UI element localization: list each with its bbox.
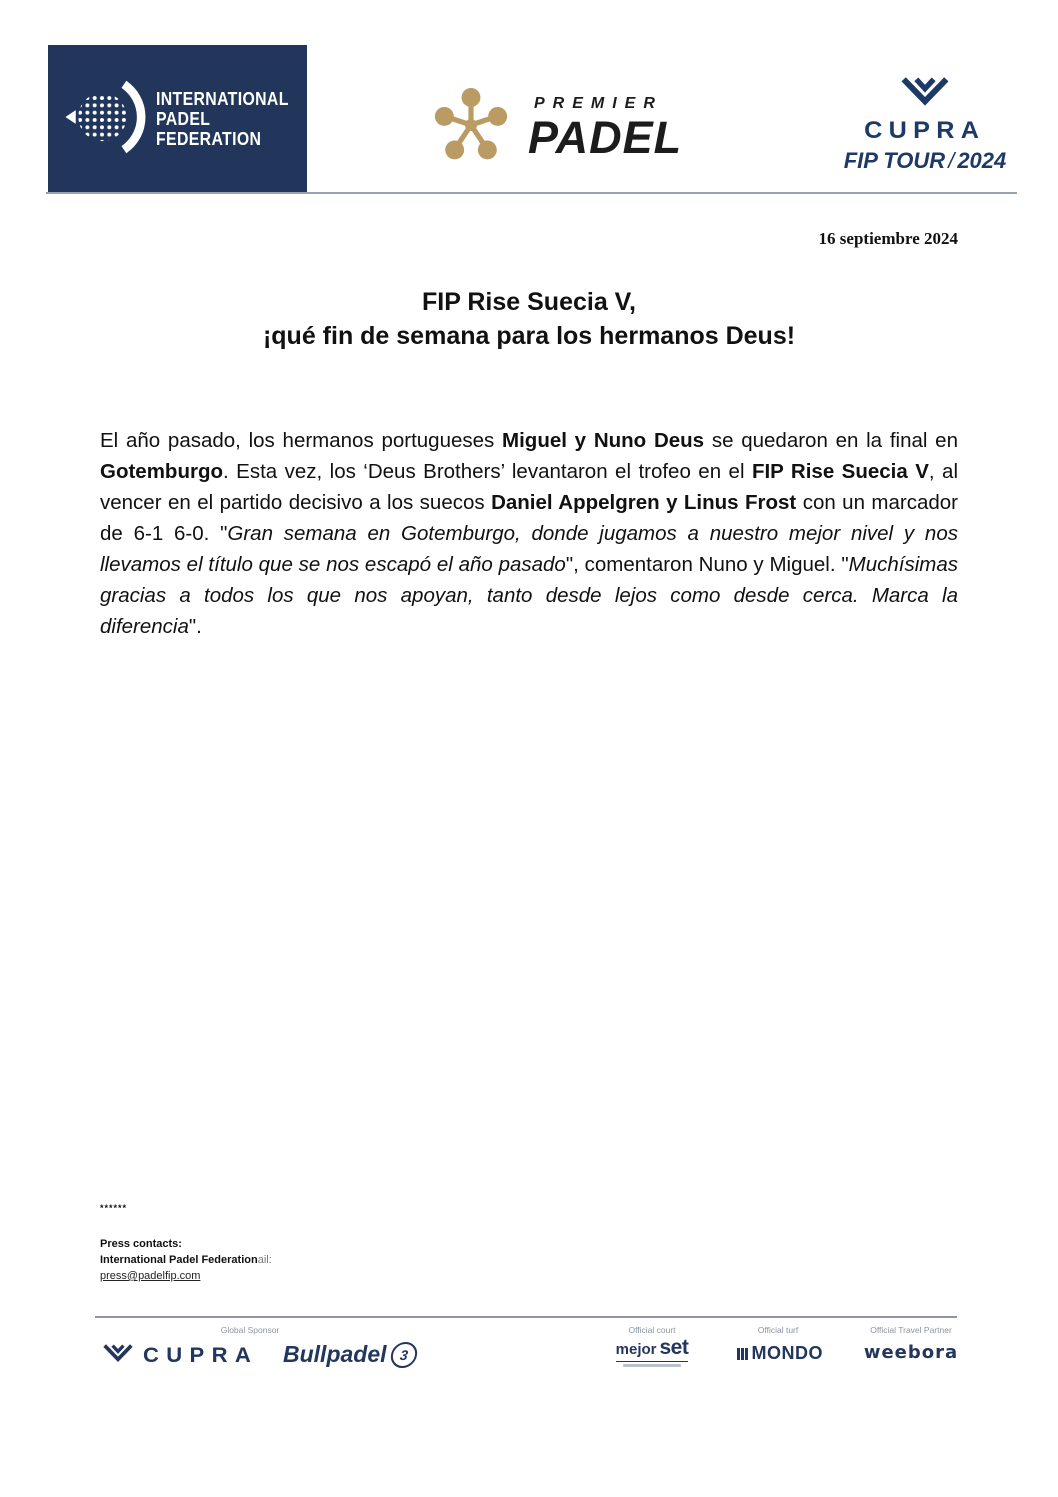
year-text: 2024 (957, 148, 1007, 173)
cupra-fip-tour-logo (835, 76, 1015, 174)
mejor-word: mejor (615, 1341, 657, 1358)
slash-separator: / (948, 148, 955, 173)
mondo-bars-icon (737, 1348, 748, 1360)
org-suffix: ail: (257, 1254, 272, 1266)
bullpadel-badge-icon: 3 (389, 1342, 419, 1368)
press-email-link[interactable]: press@padelfip.com (100, 1270, 201, 1282)
title-line2: ¡qué fin de semana para los hermanos Deus! (262, 322, 796, 350)
contact-org-line (100, 1252, 272, 1268)
title-line1: FIP Rise Suecia V, (421, 288, 636, 316)
body-paragraph: El año pasado, los hermanos portugueses Miguel y Nuno Deus se quedaron en la final en Gotemburgo. Esta vez, los ‘Deus Brothers’ levantaron el trofeo en el FIP Rise Suecia V, al vencer en el partido decisivo a los suecos Daniel Appelgren y Linus Frost con un marcador de 6-1 6-0. "Gran semana en Gotemburgo, donde jugamos a nuestro mejor nivel y nos llevamos el título que se nos escapó el año pasado", comentaron Nuno y Miguel. "Muchísimas gracias a todos los que nos apoyan, tanto desde lejos como desde cerca. Marca la diferencia". (100, 428, 959, 638)
mejorset-logo (600, 1336, 704, 1367)
set-word: set (659, 1336, 689, 1359)
cupra-wordmark: CUPRA (864, 117, 986, 144)
ipf-line3: FEDERATION (156, 129, 262, 149)
left-triangle-icon (65, 110, 75, 124)
cupra-sponsor-wordmark: CUPRA (143, 1344, 259, 1367)
fip-tour-text: FIP TOUR (843, 148, 946, 173)
premier-flower-icon (428, 82, 514, 173)
footer-divider (95, 1316, 957, 1318)
official-turf-label: Official turf (757, 1325, 799, 1335)
travel-partner-label: Official Travel Partner (870, 1325, 952, 1335)
premier-logo-text (528, 95, 683, 163)
premier-padel-logo (428, 82, 682, 173)
cupra-sponsor-logo (103, 1343, 259, 1369)
header-divider (46, 192, 1017, 194)
mejorset-tagline (623, 1364, 681, 1367)
page-title (0, 285, 1058, 353)
mejorset-wordmark (616, 1336, 689, 1362)
weebora-logo: weebora (863, 1342, 959, 1363)
org-name: International Padel Federation (100, 1254, 258, 1266)
ipf-ball-icon (62, 65, 148, 174)
press-contacts-block (100, 1200, 272, 1284)
premier-word: PREMIER (534, 95, 663, 112)
mondo-logo (728, 1343, 832, 1364)
press-contacts-heading: Press contacts: (100, 1238, 182, 1250)
ipf-line2: PADEL (156, 109, 211, 129)
ipf-logo-text (156, 89, 289, 149)
fip-tour-year (844, 148, 1007, 174)
padel-word: PADEL (528, 112, 683, 163)
ipf-logo (48, 45, 307, 193)
ipf-line1: INTERNATIONAL (156, 89, 289, 109)
cupra-emblem-icon (901, 76, 949, 113)
bullpadel-wordmark: Bullpadel (283, 1341, 387, 1367)
bullpadel-logo (283, 1341, 417, 1368)
date-line: 16 septiembre 2024 (818, 229, 958, 248)
cupra-emblem-small-icon (103, 1343, 133, 1369)
global-sponsor-label: Global Sponsor (220, 1325, 280, 1335)
official-court-label: Official court (628, 1325, 676, 1335)
mondo-wordmark: MONDO (751, 1343, 823, 1363)
separator-stars: ****** (100, 1203, 128, 1213)
